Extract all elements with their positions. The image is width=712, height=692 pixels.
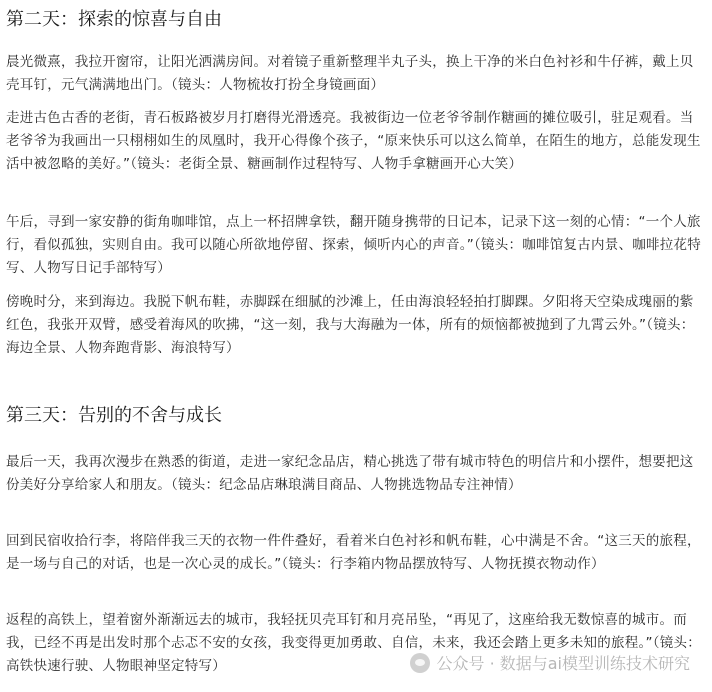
day3-paragraph-3: 返程的高铁上，望着窗外渐渐远去的城市，我轻抚贝壳耳钉和月亮吊坠，“再见了，这座给我无数惊喜的城市。而我，已经不再是出发时那个忐忑不安的女孩，我变得更加勇敢、自信，未来，我还会踏上更多未知的旅程。”（镜头：高铁快速行驶、人物眼神坚定特写） xyxy=(6,612,701,674)
day2-paragraph-2: 走进古色古香的老街，青石板路被岁月打磨得光滑透亮。我被街边一位老爷爷制作糖画的摊位吸引，驻足观看。当老爷爷为我画出一只栩栩如生的凤凰时，我开心得像个孩子，“原来快乐可以这么简单，在陌生的地方，总能发现生活中被忽略的美好。”（镜头：老街全景、糖画制作过程特写、人物手拿糖画开心大笑） xyxy=(6,110,701,172)
watermark-text: 公众号 · 数据与ai模型训练技术研究 xyxy=(436,654,690,673)
day2-paragraph-4: 傍晚时分，来到海边。我脱下帆布鞋，赤脚踩在细腻的沙滩上，任由海浪轻轻拍打脚踝。夕阳将天空染成瑰丽的紫红色，我张开双臂，感受着海风的吹拂，“这一刻，我与大海融为一体，所有的烦恼都被抛到了九霄云外。”（镜头：海边全景、人物奔跑背影、海浪特写） xyxy=(6,294,695,356)
watermark xyxy=(410,651,690,674)
day3-paragraph-1: 最后一天，我再次漫步在熟悉的街道，走进一家纪念品店，精心挑选了带有城市特色的明信片和小摆件，想要把这份美好分享给家人和朋友。（镜头：纪念品店琳琅满目商品、人物挑选物品专注神情） xyxy=(6,454,694,493)
day2-heading: 第二天：探索的惊喜与自由 xyxy=(6,9,222,30)
day2-paragraph-3: 午后，寻到一家安静的街角咖啡馆，点上一杯招牌拿铁，翻开随身携带的日记本，记录下这一刻的心情：“一个人旅行，看似孤独，实则自由。我可以随心所欲地停留、探索，倾听内心的声音。”（镜头：咖啡馆复古内景、咖啡拉花特写、人物写日记手部特写） xyxy=(6,214,701,276)
wechat-logo-icon xyxy=(410,653,430,673)
day3-paragraph-2: 回到民宿收拾行李，将陪伴我三天的衣物一件件叠好，看着米白色衬衫和帆布鞋，心中满是不舍。“这三天的旅程，是一场与自己的对话，也是一次心灵的成长。”（镜头：行李箱内物品摆放特写、人物抚摸衣物动作） xyxy=(6,533,701,572)
day2-paragraph-1: 晨光微熹，我拉开窗帘，让阳光洒满房间。对着镜子重新整理半丸子头，换上干净的米白色衬衫和牛仔裤，戴上贝壳耳钉，元气满满地出门。（镜头：人物梳妆打扮全身镜画面） xyxy=(6,54,694,93)
day3-heading: 第三天：告别的不舍与成长 xyxy=(6,405,222,426)
